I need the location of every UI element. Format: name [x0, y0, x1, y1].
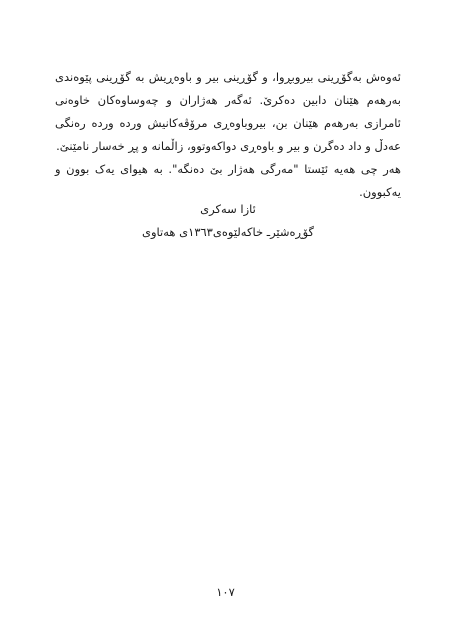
paragraph-2: هەر چی هەیە ئێستا "مەرگی هەژار بێ دەنگە". بە هیوای یەک بوون و یەکبوون. [55, 162, 401, 199]
page-number: ١٠٧ [216, 585, 235, 599]
author-signature: ئازا سەکری [200, 202, 256, 216]
body-text [55, 66, 401, 204]
place-date-line: گۆڕەشێرـ خاکەلێوەی١٣٦٣ی هەتاوی [141, 225, 314, 239]
paragraph-1: ئەوەش بەگۆڕینی بیروبڕوا، و گۆڕینی بیر و باوەڕیش بە گۆڕینی پێوەندی بەرهەم هێنان دابین دەکرێ. ئەگەر هەژاران و چەوساوەکان خاوەنی ئامرازی بەرهەم هێنان بن، بیروباوەڕی مرۆڤەکانیش وردە وردە رەنگی عەدڵ و داد دەگرن و بیر و باوەڕی دواکەوتوو، زاڵمانە و پڕ خەسار نامێنێ. [55, 70, 401, 153]
